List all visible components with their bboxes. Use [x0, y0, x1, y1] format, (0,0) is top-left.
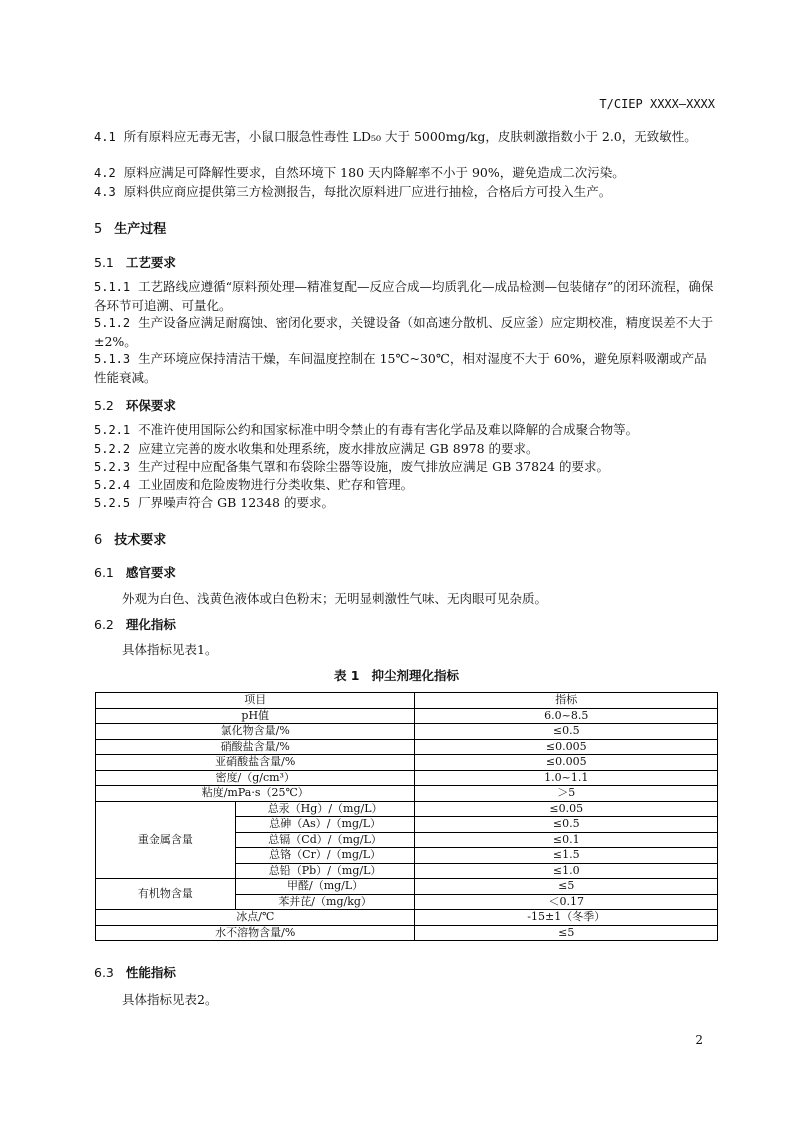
physchem-index-table: [95, 692, 718, 941]
clause-text: 原料应满足可降解性要求，自然环境下 180 天内降解率不小于 90%，避免造成二次污染。: [123, 165, 625, 180]
table-cell-value: 6.0~8.5: [415, 708, 718, 724]
section-5-1-heading: [94, 253, 176, 271]
table-cell-value: ≤0.5: [415, 724, 718, 740]
clause-text: 所有原料应无毒无害，小鼠口服急性毒性 LD₅₀ 大于 5000mg/kg，皮肤刺激指数小于 2.0，无致敏性。: [123, 129, 697, 144]
clause-text: 生产环境应保持清洁干燥，车间温度控制在 15℃~30℃，相对湿度不大于 60%，避免原料吸潮或产品性能衰减。: [94, 351, 707, 385]
clause-5-2-3: [94, 458, 718, 477]
table-header-value: 指标: [415, 693, 718, 709]
clause-text: 生产设备应满足耐腐蚀、密闭化要求，关键设备（如高速分散机、反应釜）应定期校准，精度误差不大于±2%。: [94, 315, 714, 349]
section-5-heading: [94, 218, 166, 237]
clause-4-2: [94, 164, 718, 183]
clause-5-2-1: [94, 421, 718, 440]
table-cell-item: 硝酸盐含量/%: [96, 739, 415, 755]
section-number: 5: [94, 222, 103, 237]
table-row: [96, 879, 718, 895]
clause-number: 5.2.4: [94, 478, 131, 492]
section-6-2-heading: [94, 615, 176, 633]
clause-text: 工艺路线应遵循“原料预处理—精准复配—反应合成—均质乳化—成品检测—包装储存”的闭环流程，确保各环节可追溯、可量化。: [94, 279, 714, 313]
section-title: 技术要求: [114, 533, 167, 548]
table-cell-item: 总铬（Cr）/（mg/L）: [235, 848, 415, 864]
clause-number: 4.3: [94, 185, 116, 199]
section-5-2-heading: [94, 396, 176, 414]
clause-number: 5.2.3: [94, 460, 131, 474]
page-number: 2: [695, 1033, 703, 1047]
clause-5-2-2: [94, 440, 718, 459]
table-cell-item: 甲醛/（mg/L）: [235, 879, 415, 895]
table-title: 抑尘剂理化指标: [371, 668, 460, 683]
table-cell-value: ≤5: [415, 879, 718, 895]
clause-number: 4.1: [94, 130, 116, 144]
table-row: [96, 739, 718, 755]
clause-number: 5.2.5: [94, 496, 131, 510]
table-cell-item: 冰点/℃: [96, 910, 415, 926]
table-row: [96, 708, 718, 724]
section-number: 6.2: [94, 617, 114, 632]
table-cell-item: 密度/（g/cm³）: [96, 770, 415, 786]
section-title: 工艺要求: [125, 255, 176, 270]
clause-5-1-3: [94, 350, 718, 386]
table-cell-item: 苯并芘/（mg/kg）: [235, 894, 415, 910]
table-cell-value: ≤0.05: [415, 801, 718, 817]
table-cell-value: ≤0.005: [415, 739, 718, 755]
section-title: 理化指标: [125, 617, 176, 632]
clause-text: 工业固废和危险废物进行分类收集、贮存和管理。: [138, 477, 414, 492]
section-number: 5.1: [94, 255, 114, 270]
heavy-metal-group-label: 重金属含量: [96, 801, 236, 879]
clause-number: 5.2.2: [94, 442, 131, 456]
clause-number: 5.1.1: [94, 280, 131, 294]
table-1-caption: [0, 666, 793, 684]
section-title: 环保要求: [125, 398, 176, 413]
section-title: 感官要求: [125, 565, 176, 580]
table-row: [96, 786, 718, 802]
section-number: 6: [94, 533, 103, 548]
clause-text: 生产过程中应配备集气罩和布袋除尘器等设施，废气排放应满足 GB 37824 的要求。: [138, 459, 609, 474]
table-cell-item: 总砷（As）/（mg/L）: [235, 817, 415, 833]
document-code-header: T/CIEP XXXX—XXXX: [599, 97, 715, 111]
section-6-3-heading: [94, 963, 176, 981]
table-cell-value: ≤0.1: [415, 832, 718, 848]
table-cell-value: ≤5: [415, 925, 718, 941]
table-row: [96, 801, 718, 817]
table-cell-value: ≤1.0: [415, 863, 718, 879]
sensory-requirement-text: 外观为白色、浅黄色液体或白色粉末；无明显刺激性气味、无肉眼可见杂质。: [122, 591, 548, 606]
physchem-reference-text: 具体指标见表1。: [122, 642, 218, 657]
table-cell-value: ＞5: [415, 786, 718, 802]
table-row: [96, 770, 718, 786]
table-cell-value: ≤1.5: [415, 848, 718, 864]
table-cell-item: 亚硝酸盐含量/%: [96, 755, 415, 771]
table-cell-item: pH值: [96, 708, 415, 724]
clause-text: 厂界噪声符合 GB 12348 的要求。: [138, 495, 334, 510]
table-header-row: [96, 693, 718, 709]
table-cell-item: 氯化物含量/%: [96, 724, 415, 740]
table-cell-value: ＜0.17: [415, 894, 718, 910]
table-cell-item: 水不溶物含量/%: [96, 925, 415, 941]
performance-reference-text: 具体指标见表2。: [122, 992, 218, 1007]
clause-5-1-1: [94, 278, 718, 314]
table-number: 表 1: [333, 668, 360, 683]
section-title: 性能指标: [125, 965, 176, 980]
table-row: [96, 910, 718, 926]
table-header-item: 项目: [96, 693, 415, 709]
section-number: 6.3: [94, 965, 114, 980]
clause-number: 4.2: [94, 166, 116, 180]
clause-number: 5.2.1: [94, 423, 131, 437]
section-number: 6.1: [94, 565, 114, 580]
table-row: [96, 925, 718, 941]
table-cell-value: -15±1（冬季）: [415, 910, 718, 926]
section-6-heading: [94, 529, 166, 548]
clause-text: 原料供应商应提供第三方检测报告，每批次原料进厂应进行抽检，合格后方可投入生产。: [123, 184, 612, 199]
table-cell-item: 总铅（Pb）/（mg/L）: [235, 863, 415, 879]
table-cell-value: ≤0.005: [415, 755, 718, 771]
clause-number: 5.1.2: [94, 316, 131, 330]
clause-text: 不准许使用国际公约和国家标准中明令禁止的有毒有害化学品及难以降解的合成聚合物等。: [138, 422, 639, 437]
table-cell-item: 粘度/mPa·s（25℃）: [96, 786, 415, 802]
clause-4-1: [94, 128, 718, 147]
table-cell-item: 总汞（Hg）/（mg/L）: [235, 801, 415, 817]
organic-group-label: 有机物含量: [96, 879, 236, 910]
section-title: 生产过程: [114, 222, 167, 237]
table-row: [96, 755, 718, 771]
table-cell-value: ≤0.5: [415, 817, 718, 833]
clause-4-3: [94, 183, 718, 202]
clause-text: 应建立完善的废水收集和处理系统，废水排放应满足 GB 8978 的要求。: [138, 441, 539, 456]
clause-5-2-4: [94, 476, 718, 495]
clause-number: 5.1.3: [94, 352, 131, 366]
table-cell-value: 1.0~1.1: [415, 770, 718, 786]
clause-5-2-5: [94, 494, 718, 513]
section-number: 5.2: [94, 398, 114, 413]
table-row: [96, 724, 718, 740]
table-cell-item: 总镉（Cd）/（mg/L）: [235, 832, 415, 848]
clause-5-1-2: [94, 314, 718, 350]
section-6-1-heading: [94, 563, 176, 581]
